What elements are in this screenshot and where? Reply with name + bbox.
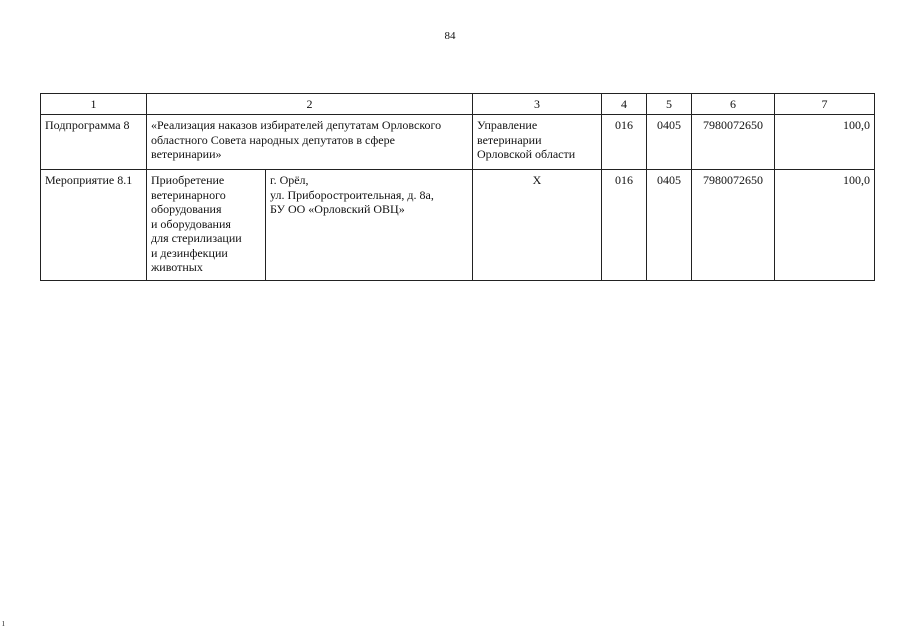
- subprogram-row: [41, 115, 875, 170]
- header-cell-6: 6: [692, 94, 775, 115]
- scan-artifact-mark: ı: [2, 618, 5, 629]
- header-cell-3: 3: [473, 94, 602, 115]
- table-header-row: [41, 94, 875, 115]
- header-cell-7: 7: [775, 94, 875, 115]
- page-number: 84: [444, 30, 456, 42]
- activity-col7: 100,0: [775, 170, 875, 281]
- header-cell-2: 2: [147, 94, 473, 115]
- activity-col6: 7980072650: [692, 170, 775, 281]
- activity-executor: Х: [473, 170, 602, 281]
- activity-name: Приобретение ветеринарного оборудования и оборудования для стерилизации и дезинфекции животных: [147, 170, 266, 281]
- header-cell-4: 4: [602, 94, 647, 115]
- subprogram-executor: Управление ветеринарии Орловской области: [473, 115, 602, 170]
- activity-address: г. Орёл, ул. Приборостроительная, д. 8а, БУ ОО «Орловский ОВЦ»: [266, 170, 473, 281]
- subprogram-name: «Реализация наказов избирателей депутатам Орловского областного Совета народных депутатов в сфере ветеринарии»: [147, 115, 473, 170]
- subprogram-col7: 100,0: [775, 115, 875, 170]
- header-cell-1: 1: [41, 94, 147, 115]
- subprogram-col4: 016: [602, 115, 647, 170]
- activity-col5: 0405: [647, 170, 692, 281]
- subprogram-label: Подпрограмма 8: [41, 115, 147, 170]
- activity-label: Мероприятие 8.1: [41, 170, 147, 281]
- subprogram-col6: 7980072650: [692, 115, 775, 170]
- budget-table: [40, 93, 875, 281]
- activity-row: [41, 170, 875, 281]
- subprogram-col5: 0405: [647, 115, 692, 170]
- activity-col4: 016: [602, 170, 647, 281]
- header-cell-5: 5: [647, 94, 692, 115]
